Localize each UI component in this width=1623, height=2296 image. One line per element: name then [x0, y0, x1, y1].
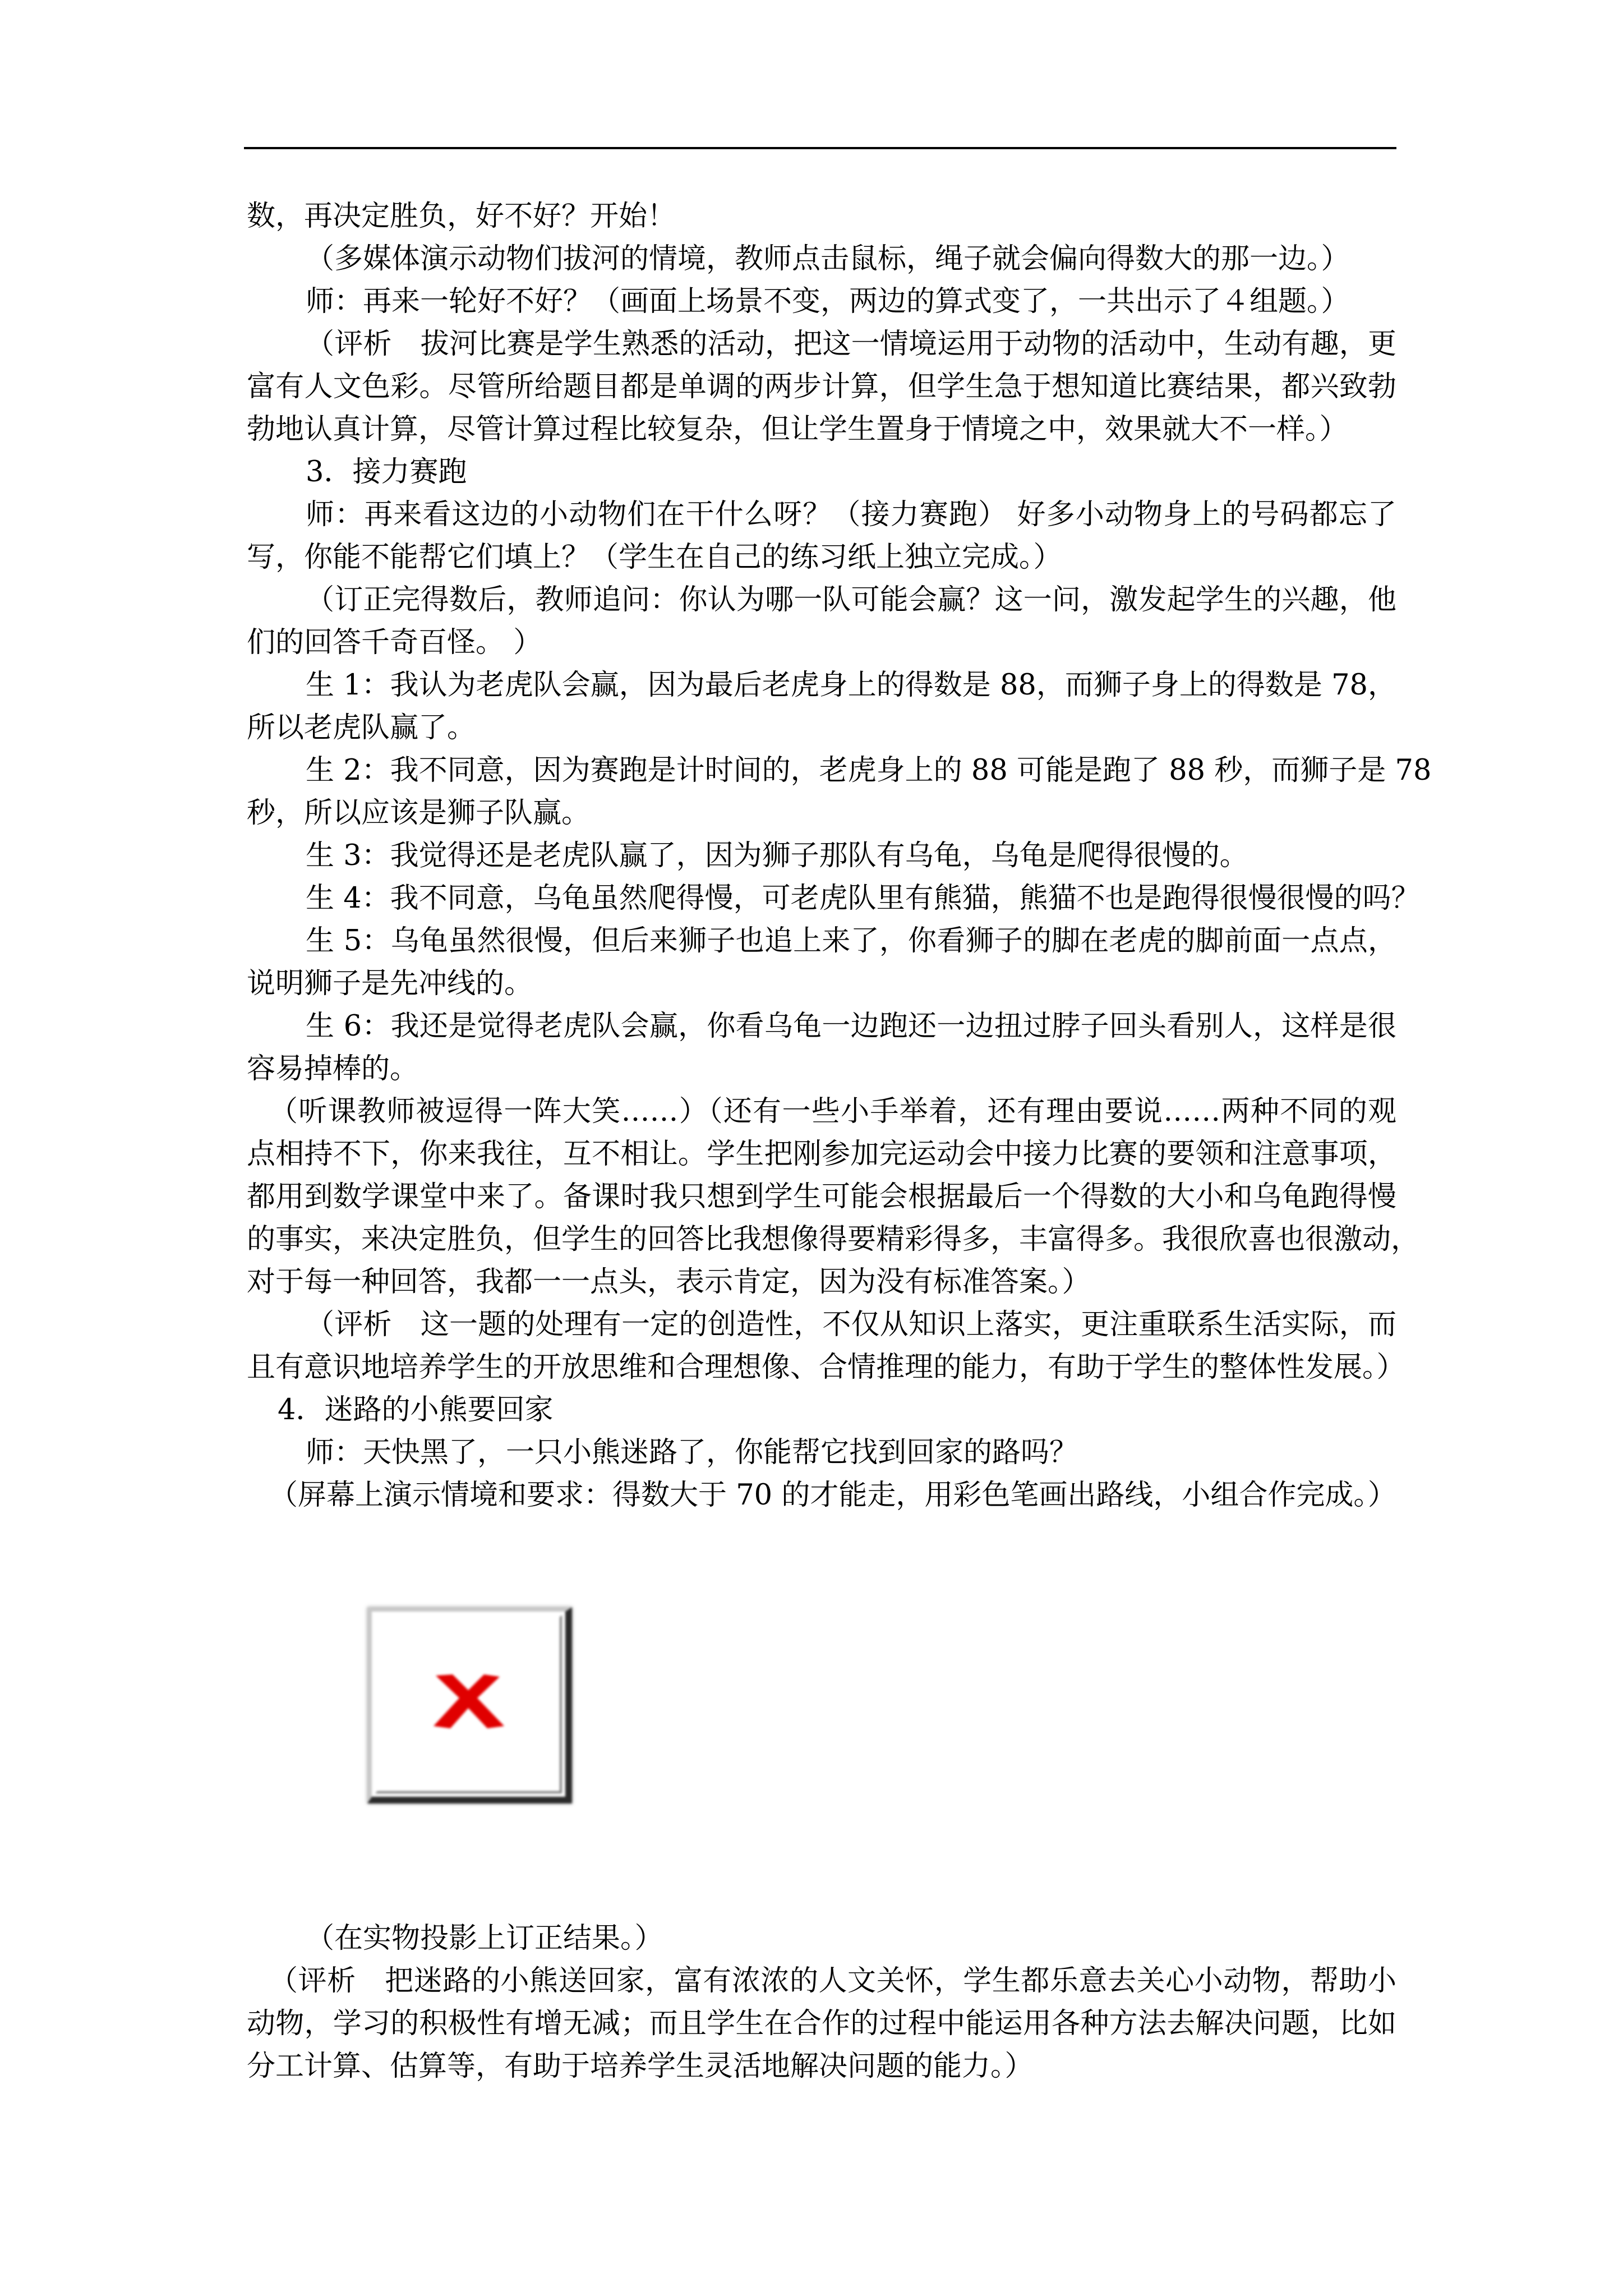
- paragraph-line: （评析 把迷路的小熊送回家，富有浓浓的人文关怀，学生都乐意去关心小动物，帮助小: [269, 1964, 1396, 1998]
- paragraph-line: 说明狮子是先冲线的。: [247, 967, 533, 1000]
- paragraph-line: 富有人文色彩。尽管所给题目都是单调的两步计算，但学生急于想知道比赛结果，都兴致勃: [247, 370, 1396, 403]
- paragraph-line: 都用到数学课堂中来了。备课时我只想到学生可能会根据最后一个得数的大小和乌龟跑得慢: [247, 1180, 1396, 1213]
- paragraph-line: 生 1：我认为老虎队会赢，因为最后老虎身上的得数是 88，而狮子身上的得数是 78，: [306, 669, 1396, 702]
- broken-image-red-x-icon: [426, 1663, 510, 1742]
- paragraph-line: 师：再来一轮好不好？（画面上场景不变，两边的算式变了，一共出示了４组题。）: [306, 285, 1350, 318]
- paragraph-line: （在实物投影上订正结果。）: [306, 1922, 663, 1955]
- paragraph-line: 勃地认真计算，尽管计算过程比较复杂，但让学生置身于情境之中，效果就大不一样。）: [247, 413, 1348, 446]
- paragraph-line: 分工计算、估算等，有助于培养学生灵活地解决问题的能力。）: [247, 2050, 1034, 2083]
- paragraph-line: 且有意识地培养学生的开放思维和合理想像、合情推理的能力，有助于学生的整体性发展。）: [247, 1351, 1405, 1384]
- paragraph-line: 生 4：我不同意，乌龟虽然爬得慢，可老虎队里有熊猫，熊猫不也是跑得很慢很慢的吗？: [306, 882, 1420, 915]
- paragraph-line: 动物，学习的积极性有增无减；而且学生在合作的过程中能运用各种方法去解决问题，比如: [247, 2007, 1396, 2040]
- section-heading-4: 4．迷路的小熊要回家: [278, 1393, 554, 1427]
- paragraph-line: （屏幕上演示情境和要求：得数大于 70 的才能走，用彩色笔画出路线，小组合作完成。）: [269, 1479, 1396, 1512]
- paragraph-line: 生 2：我不同意，因为赛跑是计时间的，老虎身上的 88 可能是跑了 88 秒，而狮子是 78: [306, 754, 1432, 787]
- paragraph-line: 容易掉棒的。: [247, 1052, 419, 1085]
- paragraph-line: （听课教师被逗得一阵大笑……）（还有一些小手举着，还有理由要说……两种不同的观: [269, 1095, 1396, 1128]
- paragraph-line: 写，你能不能帮它们填上？（学生在自己的练习纸上独立完成。）: [247, 541, 1062, 574]
- header-rule: [244, 147, 1396, 149]
- paragraph-line: 们的回答千奇百怪。 ）: [247, 626, 542, 659]
- broken-image-placeholder: [367, 1607, 572, 1803]
- paragraph-line: （订正完得数后，教师追问：你认为哪一队可能会赢？这一问，激发起学生的兴趣，他: [306, 583, 1396, 616]
- paragraph-line: （评析 拔河比赛是学生熟悉的活动，把这一情境运用于动物的活动中，生动有趣，更: [306, 328, 1396, 361]
- document-body-bottom: [247, 1917, 1396, 2088]
- paragraph-line: 秒，所以应该是狮子队赢。: [247, 797, 591, 830]
- paragraph-line: 对于每一种回答，我都一一点头，表示肯定，因为没有标准答案。）: [247, 1266, 1091, 1299]
- paragraph-line: 数，再决定胜负，好不好？开始！: [247, 200, 676, 233]
- paragraph-line: 的事实，来决定胜负，但学生的回答比我想像得要精彩得多，丰富得多。我很欣喜也很激动，: [247, 1223, 1420, 1256]
- paragraph-line: 生 3：我觉得还是老虎队赢了，因为狮子那队有乌龟，乌龟是爬得很慢的。: [306, 839, 1248, 872]
- paragraph-line: （评析 这一题的处理有一定的创造性，不仅从知识上落实，更注重联系生活实际，而: [306, 1308, 1396, 1341]
- document-body-top: [247, 195, 1432, 1517]
- paragraph-line: 生 5：乌龟虽然很慢，但后来狮子也追上来了，你看狮子的脚在老虎的脚前面一点点，: [306, 924, 1396, 958]
- paragraph-line: 所以老虎队赢了。: [247, 711, 476, 744]
- paragraph-line: 点相持不下，你来我往，互不相让。学生把刚参加完运动会中接力比赛的要领和注意事项，: [247, 1138, 1396, 1171]
- section-heading-3: 3．接力赛跑: [306, 455, 467, 489]
- paragraph-line: （多媒体演示动物们拔河的情境，教师点击鼠标，绳子就会偏向得数大的那一边。）: [306, 242, 1350, 275]
- paragraph-line: 生 6：我还是觉得老虎队会赢，你看乌龟一边跑还一边扭过脖子回头看别人，这样是很: [306, 1010, 1396, 1043]
- paragraph-line: 师：天快黑了，一只小熊迷路了，你能帮它找到回家的路吗？: [306, 1436, 1078, 1469]
- paragraph-line: 师：再来看这边的小动物们在干什么呀？（接力赛跑） 好多小动物身上的号码都忘了: [306, 498, 1396, 531]
